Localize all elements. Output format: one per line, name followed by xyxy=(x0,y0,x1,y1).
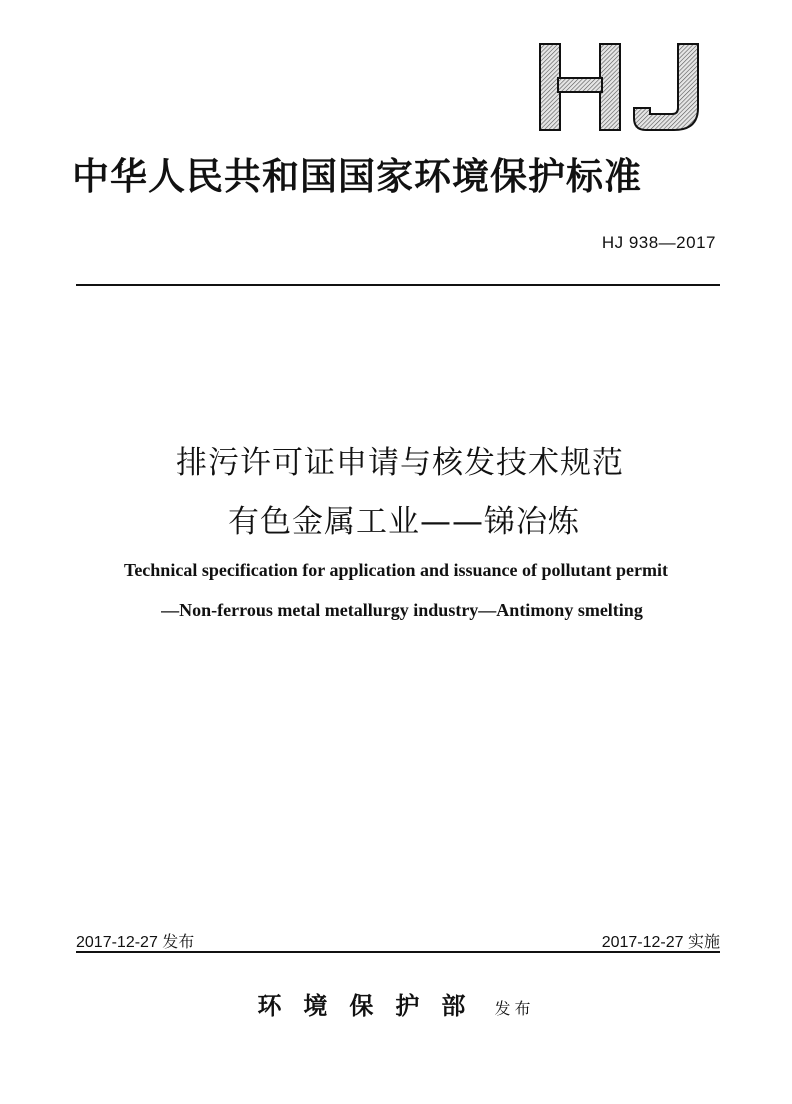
publisher-line xyxy=(0,986,792,1021)
hj-logo xyxy=(538,38,708,134)
standard-number: HJ 938—2017 xyxy=(601,233,716,252)
standard-organization-title: 中华人民共和国国家环境保护标准 xyxy=(72,154,642,198)
english-title-line-2: —Non-ferrous metal metallurgy industry—Antimony smelting xyxy=(161,600,643,620)
top-divider xyxy=(76,284,720,286)
english-title-line-1: Technical specification for application and issuance of pollutant permit xyxy=(123,560,669,580)
issue-date: 2017-12-27 发布 xyxy=(76,934,195,951)
chinese-title-line-2: 有色金属工业——锑冶炼 xyxy=(228,504,580,540)
publisher-issued-label: 发布 xyxy=(494,999,535,1018)
bottom-divider xyxy=(76,951,720,953)
chinese-title-line-1: 排污许可证申请与核发技术规范 xyxy=(176,445,624,481)
implementation-date: 2017-12-27 实施 xyxy=(601,934,720,951)
publisher-name: 环境保护部 xyxy=(257,991,488,1020)
